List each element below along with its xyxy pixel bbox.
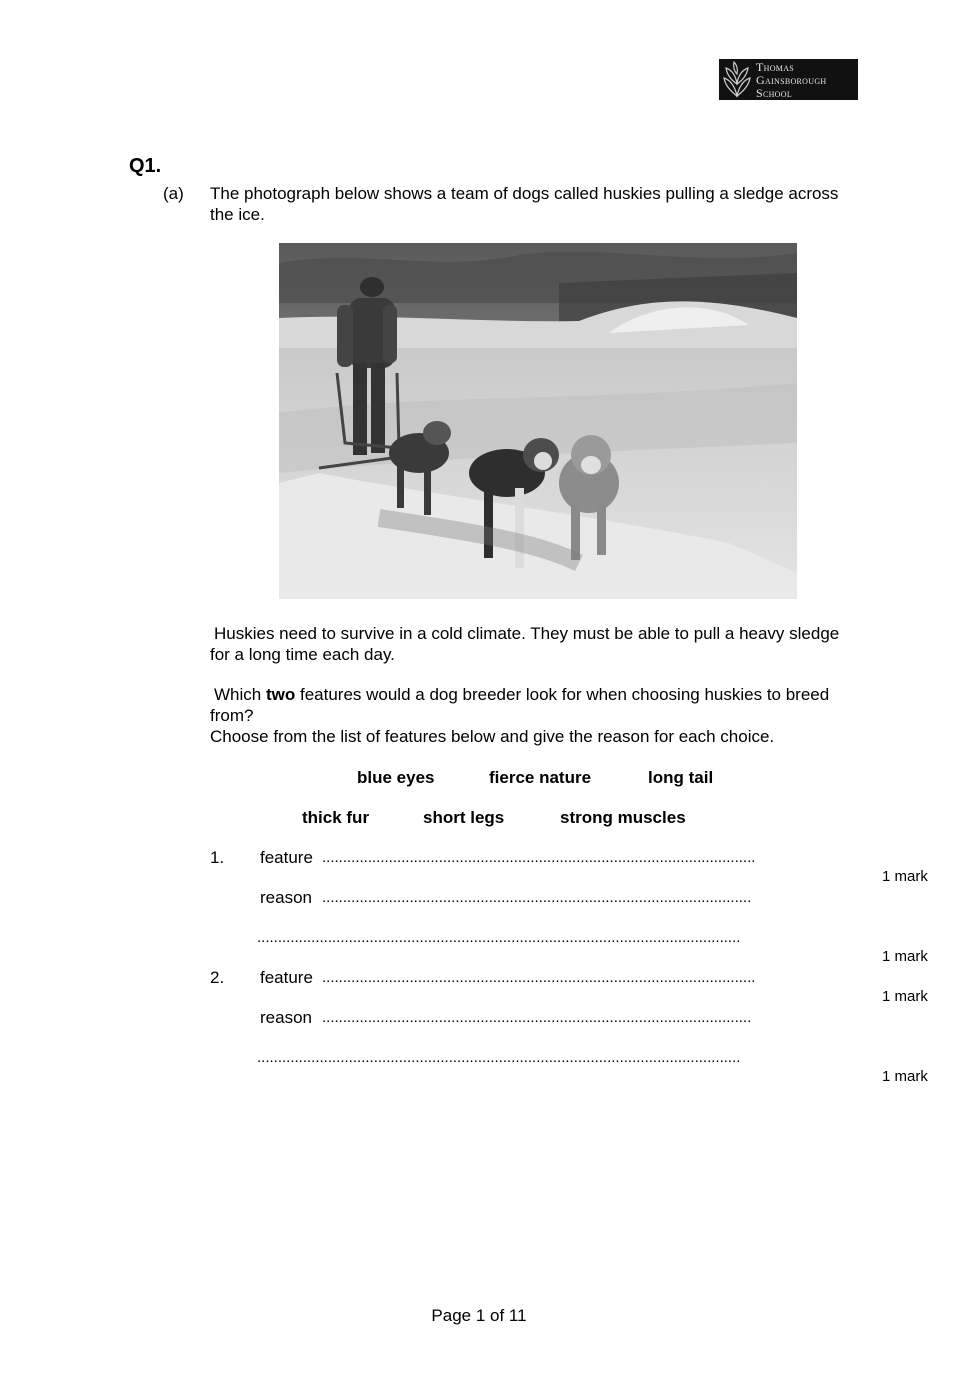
- intro-text-line: The photograph below shows a team of dogs called huskies pulling a sledge across: [210, 184, 839, 203]
- feature-option: blue eyes: [357, 768, 435, 787]
- feature-option: thick fur: [302, 808, 370, 827]
- logo-line: Thomas: [756, 60, 795, 74]
- body-text-fragment: Which: [214, 685, 266, 704]
- body-text-line: [214, 684, 829, 705]
- body-text-line: Huskies need to survive in a cold climate. They must be able to pull a heavy sledge: [214, 624, 840, 643]
- logo-line: Gainsborough: [756, 73, 827, 87]
- answer-line[interactable]: .......................................................................................................: [322, 889, 752, 906]
- answer-reason-label: reason: [260, 1008, 312, 1027]
- body-text-line: for a long time each day.: [210, 645, 395, 664]
- answer-reason-label: reason: [260, 888, 312, 907]
- school-logo: [719, 59, 858, 100]
- body-text-fragment: features would a dog breeder look for when choosing huskies to breed: [295, 685, 830, 704]
- page-footer: Page 1 of 11: [431, 1306, 527, 1325]
- mark-allocation: 1 mark: [882, 948, 928, 965]
- mark-allocation: 1 mark: [882, 988, 928, 1005]
- logo-text: [756, 61, 827, 100]
- answer-line[interactable]: ........................................................................................................: [322, 969, 756, 986]
- answer-line[interactable]: ....................................................................................................................: [257, 1049, 741, 1066]
- answer-feature-label: feature: [260, 968, 313, 987]
- husky-sledge-photo: [279, 243, 797, 599]
- answer-line[interactable]: ........................................................................................................: [322, 849, 756, 866]
- body-text-line: Choose from the list of features below and give the reason for each choice.: [210, 727, 775, 746]
- body-text-line: from?: [210, 706, 254, 725]
- leaf-emblem-icon: [721, 60, 753, 99]
- intro-text-line: the ice.: [210, 205, 265, 224]
- answer-feature-label: feature: [260, 848, 313, 867]
- answer-number: 1.: [210, 848, 225, 867]
- question-number: Q1.: [129, 155, 162, 177]
- answer-line[interactable]: ....................................................................................................................: [257, 929, 741, 946]
- part-label: (a): [163, 184, 184, 203]
- feature-option: fierce nature: [489, 768, 592, 787]
- feature-option: long tail: [648, 768, 714, 787]
- logo-line: School: [756, 86, 793, 100]
- feature-option: short legs: [423, 808, 505, 827]
- answer-number: 2.: [210, 968, 225, 987]
- mark-allocation: 1 mark: [882, 868, 928, 885]
- feature-option: strong muscles: [560, 808, 686, 827]
- answer-line[interactable]: .......................................................................................................: [322, 1009, 752, 1026]
- emphasis-two: two: [265, 685, 296, 704]
- mark-allocation: 1 mark: [882, 1068, 928, 1085]
